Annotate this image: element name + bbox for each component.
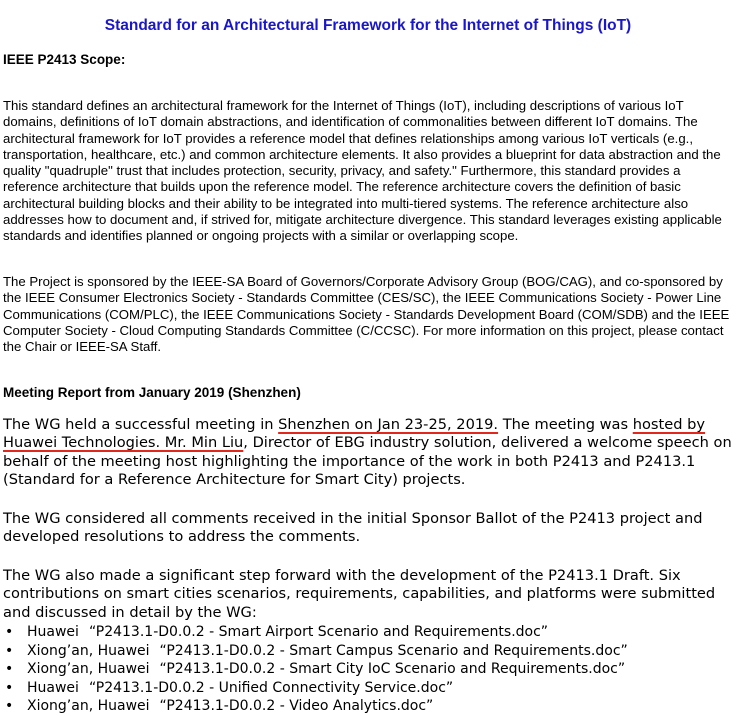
contribution-author: Huawei bbox=[27, 679, 79, 696]
contribution-author: Xiong’an, Huawei bbox=[27, 661, 150, 677]
meeting-p1-text-a: The WG held a successful meeting in bbox=[3, 416, 279, 433]
list-item bbox=[3, 679, 739, 698]
contribution-doc: “P2413.1-D0.0.2 - Smart Airport Scenario and Requirements.doc” bbox=[88, 624, 549, 640]
contribution-doc: “P2413.1-D0.0.2 - Video Analytics.doc” bbox=[159, 698, 434, 714]
meeting-paragraph-2: The WG considered all comments received in the initial Sponsor Ballot of the P2413 project and developed resolutions to address the comments. bbox=[3, 510, 703, 546]
bullet: • bbox=[5, 679, 14, 696]
meeting-p1-text-e: , Director of EBG industry solution, delivered a welcome speech on behalf of the meeting host highlighting the importance of the work in both P2413 and P2413.1 (Standard for a Reference Architecture for Smart City) projects. bbox=[3, 434, 732, 488]
bullet: • bbox=[5, 642, 14, 659]
contribution-doc: “P2413.1-D0.0.2 - Smart Campus Scenario and Requirements.doc” bbox=[159, 642, 628, 659]
meeting-host: hosted by Huawei Technologies. Mr. Min Liu bbox=[3, 416, 706, 452]
scope-paragraph: This standard defines an architectural framework for the Internet of Things (IoT), including descriptions of various IoT domains, definitions of IoT domain abstractions, and identification of commonalities between different IoT domains. The architectural framework for IoT provides a reference model that defines relationships among various IoT verticals (e.g., transportation, healthcare, etc.) and common architecture elements. It also provides a blueprint for data abstraction and the quality "quadruple" trust that includes protection, security, privacy, and safety." Furthermore, this standard provides a reference architecture that builds upon the reference model. The reference architecture covers the definition of basic architectural building blocks and their ability to be integrated into multi-tiered systems. The reference architecture also addresses how to document and, if strived for, mitigate architecture divergence. This standard leverages existing applicable standards and identifies planned or ongoing projects with a similar or overlapping scope. bbox=[3, 98, 722, 244]
list-item bbox=[3, 623, 739, 642]
bullet: • bbox=[5, 661, 14, 677]
contribution-doc: “P2413.1-D0.0.2 - Unified Connectivity Service.doc” bbox=[88, 679, 454, 696]
bullet: • bbox=[5, 698, 14, 714]
meeting-paragraph-1 bbox=[3, 416, 739, 489]
meeting-heading: Meeting Report from January 2019 (Shenzhen) bbox=[3, 385, 301, 400]
list-item bbox=[3, 642, 739, 661]
contributions-list bbox=[3, 623, 739, 716]
contribution-author: Huawei bbox=[27, 624, 79, 640]
list-item bbox=[3, 660, 739, 679]
contribution-author: Xiong’an, Huawei bbox=[27, 698, 150, 714]
sponsor-paragraph: The Project is sponsored by the IEEE-SA Board of Governors/Corporate Advisory Group (BOG/CAG), and co-sponsored by the IEEE Consumer Electronics Society - Standards Committee (CES/SC), the IEEE Communications Society - Power Line Communications (COM/PLC), the IEEE Communications Society - Standards Development Board (COM/SDB) and the IEEE Computer Society - Cloud Computing Standards Committee (C/CCSC). For more information on this project, please contact the Chair or IEEE-SA Staff. bbox=[3, 274, 730, 355]
bullet: • bbox=[5, 624, 14, 640]
meeting-paragraph-3: The WG also made a significant step forward with the development of the P2413.1 Draft. Six contributions on smart cities scenarios, requirements, capabilities, and platforms were submitted and discussed in detail by the WG: bbox=[3, 567, 716, 621]
list-item bbox=[3, 697, 739, 716]
meeting-location-date: Shenzhen on Jan 23-25, 2019. bbox=[278, 416, 499, 433]
meeting-p1-text-c: The meeting was bbox=[498, 416, 633, 433]
page-title: Standard for an Architectural Framework for the Internet of Things (IoT) bbox=[104, 17, 632, 34]
scope-heading: IEEE P2413 Scope: bbox=[3, 52, 126, 67]
contribution-author: Xiong’an, Huawei bbox=[27, 642, 150, 659]
contribution-doc: “P2413.1-D0.0.2 - Smart City IoC Scenario and Requirements.doc” bbox=[159, 661, 626, 677]
